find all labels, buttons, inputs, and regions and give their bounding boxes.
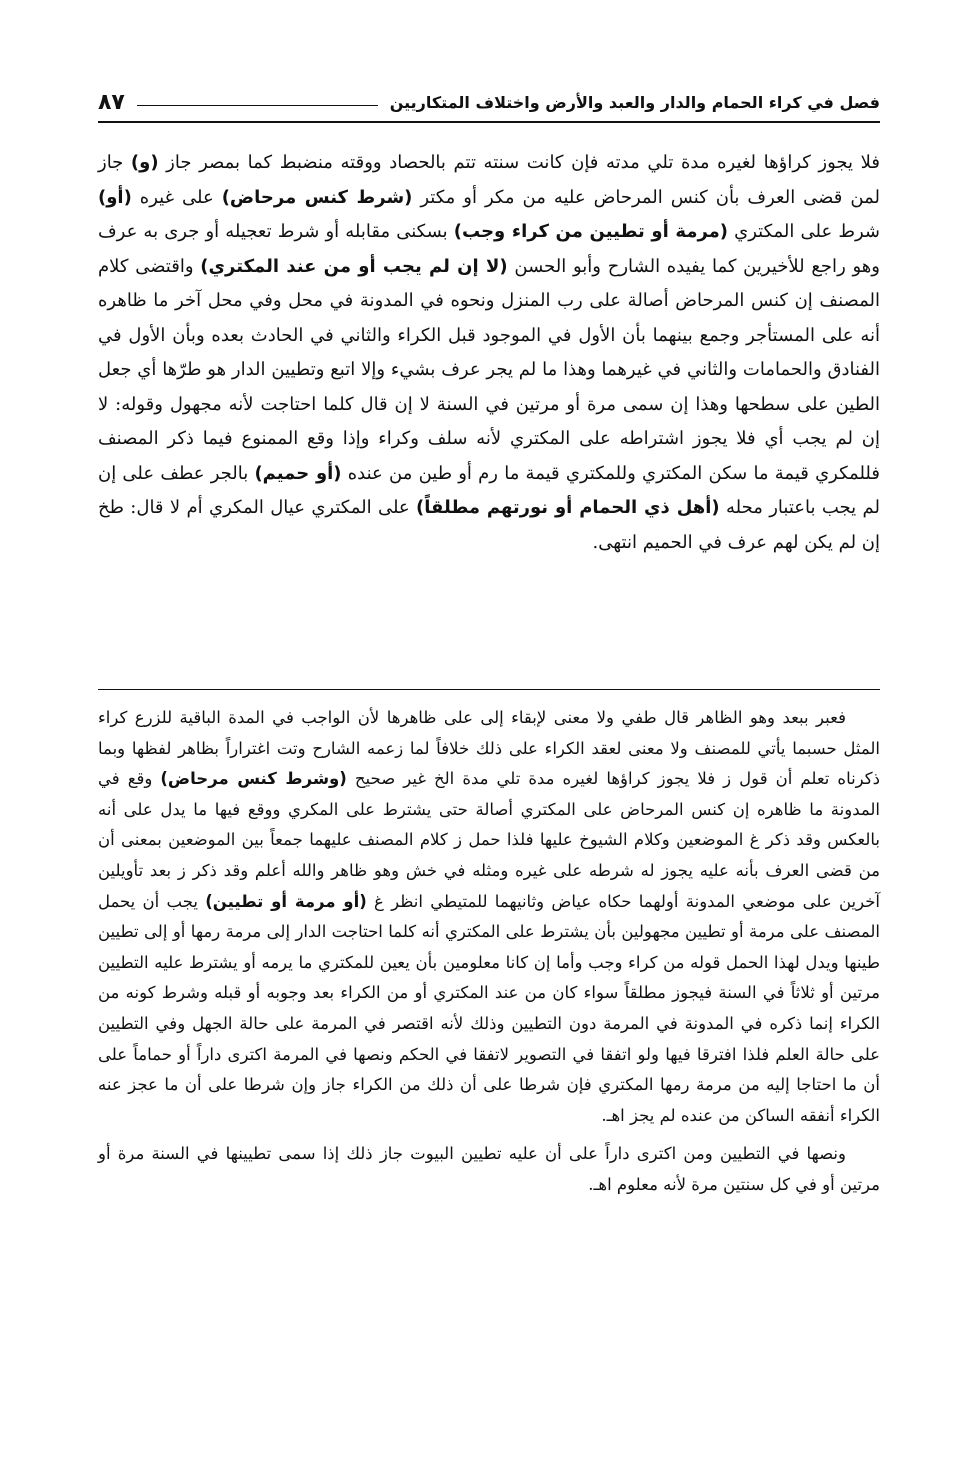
main-text: فلا يجوز كراؤها لغيره مدة تلي مدته فإن كانت سنته تتم بالحصاد ووقته منضبط كما بمصر جاز (158, 152, 880, 173)
footnote-bold-phrase: (وشرط كنس مرحاض) (160, 769, 347, 789)
main-text: شرط على المكتري (728, 221, 880, 242)
running-title: فصل في كراء الحمام والدار والعبد والأرض واختلاف المتكاريين (389, 92, 880, 112)
main-bold-phrase: (لا إن لم يجب أو من عند المكتري) (200, 255, 508, 277)
main-text: على غيره (131, 186, 222, 208)
footnote-separator (98, 689, 880, 690)
main-text: جاز لمن قضى العرف بأن كنس المرحاض عليه من مكر أو مكتر (98, 152, 880, 208)
running-header (98, 84, 880, 120)
main-text: بالجر عطف على إن لم يجب باعتبار محله (98, 462, 880, 518)
main-bold-phrase: (شرط كنس مرحاض) (221, 186, 413, 208)
main-bold-phrase: (و) (130, 152, 159, 173)
main-text: على المكتري عيال المكري أم لا قال: طخ إن لم يكن لهم عرف في الحميم انتهى. (98, 497, 880, 553)
footnote-text: ونصها في التطيين ومن اكترى داراً على أن عليه تطيين البيوت جاز ذلك إذا سمى تطيينها في السنة مرة أو مرتين أو في كل سنتين مرة لأنه معلوم اهـ. (98, 1144, 880, 1194)
footnote-text: فعبر ببعد وهو الظاهر قال طفي ولا معنى لإبقاء إلى على ظاهرها لأن الواجب في المدة الباقية للزرع كراء المثل حسبما يأتي للمصنف ولا معنى لعقد الكراء على ذلك خلافاً لما زعمه الشارح وتت اغتراراً بظاهر لفظها وبما ذكرناه تعلم أن قول ز فلا يجوز كراؤها لغيره مدة تلي مدة الخ غير صحيح (98, 708, 880, 789)
main-bold-phrase: (أهل ذي الحمام أو نورتهم مطلقاً) (416, 497, 720, 518)
main-text: واقتضى كلام المصنف إن كنس المرحاض أصالة على رب المنزل ونحوه في المدونة في محل وفي محل آخر ما ظاهره أنه على المستأجر وجمع بينهما بأن الأول في الموجود قبل الكراء والثاني في الحادث بعده وبأن الأول في الفنادق والحمامات والثاني في غيرهما وهذا ما لم يجر عرف بشيء وإلا اتبع وتطيين الدار هو طرّها أي جعل الطين على سطحها وهذا إن سمى مرة أو مرتين في السنة لا إن قال كلما احتاجت لأنه مجهول وقوله: لا إن لم يجب أي فلا يجوز اشتراطه على المكتري لأنه سلف وكراء وإذا وقع الممنوع فيما ذكر المصنف فللمكري قيمة ما سكن المكتري وللمكتري قيمة ما رم أو طين من عنده (98, 255, 880, 484)
main-bold-phrase: (مرمة أو تطيين من كراء وجب) (453, 221, 729, 242)
footnote-bold-phrase: (أو مرمة أو تطيين) (205, 891, 367, 911)
page-number: ٨٧ (98, 89, 125, 115)
footnotes (98, 703, 880, 1201)
main-text (98, 146, 880, 560)
header-rule (137, 105, 378, 106)
footnote-text: يجب أن يحمل المصنف على مرمة أو تطيين مجهولين بأن يشترط على المكتري أنه كلما احتاجت الدار إلى مرمة رمها أو إلى تطيين طينها ويدل لهذا الحمل قوله من كراء وجب وأما إن كانا معلومين بأن يعين للمكتري ما يرمه أو يشترط عليه التطيين مرتين أو ثلاثاً في السنة فيجوز مطلقاً سواء كان من عند المكتري أو من الكراء بعد وجوبه أو قبله وشرط كونه من الكراء إنما ذكره في المدونة في المرمة دون التطيين وذلك لأنه اقتصر في المرمة على حالة الجهل وفي التطيين على حالة العلم فلذا افترقا فيها ولو اتفقا في التصوير لاتفقا في الحكم ونصها في المرمة اكترى داراً أو حماماً على أن ما احتاجا إليه من مرمة رمها المكتري فإن شرطا على أن ذلك من الكراء جاز وإن شرطا على أن ما عجز عنه الكراء أنفقه الساكن من عنده لم يجز اهـ. (98, 891, 880, 1125)
footnote-paragraph (98, 1139, 880, 1200)
header-underline (98, 121, 880, 123)
main-bold-phrase: (أو) (98, 186, 132, 208)
footnote-paragraph (98, 703, 880, 1131)
main-text: بسكنى مقابله أو شرط تعجيله أو جرى به عرف وهو راجع للأخيرين كما يفيده الشارح وأبو الحسن (98, 221, 880, 277)
main-bold-phrase: (أو حميم) (254, 462, 342, 484)
footnote-text: وقع في المدونة ما ظاهره إن كنس المرحاض على المكتري أصالة حتى يشترط على المكري ووقع فيها ما يدل على أنه بالعكس وقد ذكر غ الموضعين وكلام الشيوخ عليها فلذا حمل ز كلام المصنف عليهما جمعاً بين الموضعين بمعنى أن من قضى العرف بأنه عليه يجوز له شرطه على غيره ومثله في خش وهو ظاهر والله أعلم وقد ذكر ز بعد تأويلين آخرين على موضعي المدونة أولهما حكاه عياض وثانيهما للمتيطي انظر غ (98, 769, 880, 911)
